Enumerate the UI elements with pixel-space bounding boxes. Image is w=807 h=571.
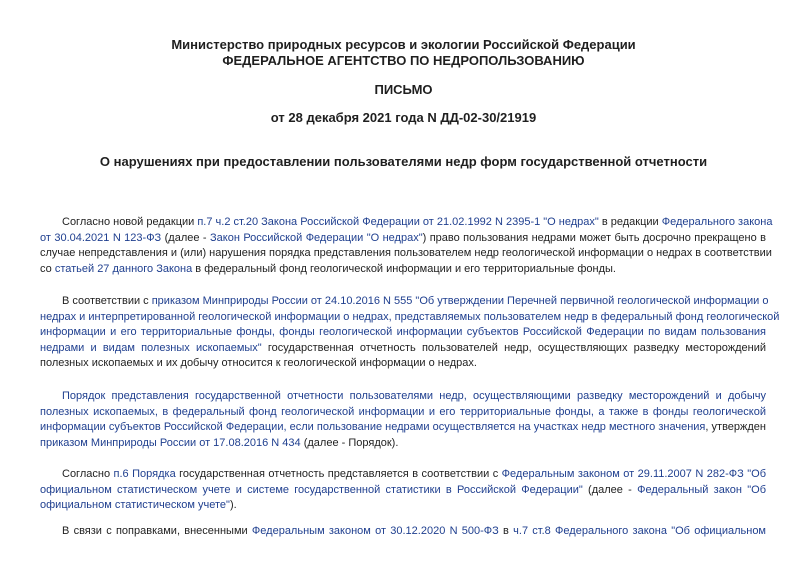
order-555-link[interactable]: приказом Минприроды России от 24.10.2016 N 555 "Об утверждении Перечней первичной геологической информации о xyxy=(151,295,769,307)
paragraph-3 xyxy=(40,389,766,451)
paragraph-line xyxy=(40,498,766,514)
text-run: ). xyxy=(229,499,237,512)
law-link-nedra-article[interactable]: п.7 ч.2 ст.20 Закона Российской Федерации от 21.02.1992 N 2395-1 "О недрах" xyxy=(197,216,599,228)
text-run: в редакции xyxy=(598,216,662,228)
paragraph-line xyxy=(40,524,766,540)
paragraph-line xyxy=(40,405,766,421)
procedure-link-cont[interactable]: полезных ископаемых, в федеральный фонд геологической информации и его территориальные фонды, а также в фонды геологической xyxy=(40,405,766,418)
text-run: В связи с поправками, внесенными xyxy=(62,525,252,537)
order-555-link-cont[interactable]: недрами и видам полезных ископаемых" xyxy=(40,341,262,354)
law-statistics-article-link[interactable]: ч.7 ст.8 Федерального закона "Об официальном xyxy=(513,525,766,537)
text-run: в федеральный фонд геологической информации и его территориальные фонды. xyxy=(192,262,616,275)
paragraph-line xyxy=(40,341,766,357)
text-run: Согласно xyxy=(62,468,114,480)
text-run: (далее - Порядок). xyxy=(300,436,399,449)
law-500-link[interactable]: Федеральным законом от 30.12.2020 N 500-ФЗ xyxy=(251,525,499,537)
paragraph-line xyxy=(40,356,766,372)
ministry-title: Министерство природных ресурсов и экологии Российской Федерации xyxy=(171,37,636,52)
text-run: в xyxy=(498,525,514,537)
paragraph-line xyxy=(40,246,772,262)
paragraph-line xyxy=(40,325,766,341)
text-run: случае непредставления и (или) нарушения порядка представления пользователем недр геологической информации о недрах в соответствии xyxy=(40,247,772,260)
document-type: ПИСЬМО xyxy=(374,82,433,97)
paragraph-line xyxy=(40,294,769,310)
order-555-link-cont[interactable]: недрах и интерпретированной геологической информации о недрах, представляемых пользователем недр в федеральный фонд геологической xyxy=(40,310,780,323)
article-27-link[interactable]: статьей 27 данного Закона xyxy=(54,262,193,275)
paragraph-2 xyxy=(40,294,780,372)
text-run: полезных ископаемых и их добычу относится к геологической информации о недрах. xyxy=(40,357,477,370)
procedure-link[interactable]: Порядок представления государственной отчетности пользователями недр, осуществляющими разведку месторождений и добычу xyxy=(62,390,766,402)
paragraph-line xyxy=(40,436,766,452)
paragraph-5 xyxy=(40,524,766,540)
paragraph-line xyxy=(40,231,766,247)
paragraph-1 xyxy=(40,215,773,277)
paragraph-line xyxy=(40,215,773,231)
paragraph-line xyxy=(40,389,766,405)
paragraph-line xyxy=(40,420,766,436)
paragraph-line xyxy=(40,310,780,326)
text-run: ) право пользования недрами может быть досрочно прекращено в xyxy=(422,231,766,244)
federal-law-link[interactable]: Федерального закона xyxy=(661,216,773,228)
text-run: (далее - xyxy=(161,231,210,244)
text-run: Согласно новой редакции xyxy=(62,216,198,228)
procedure-p6-link[interactable]: п.6 Порядка xyxy=(113,468,176,480)
paragraph-line xyxy=(40,483,766,499)
paragraph-line xyxy=(40,262,766,278)
document-date-number: от 28 декабря 2021 года N ДД-02-30/21919 xyxy=(270,110,537,125)
law-statistics-link-cont[interactable]: официальном статистическом учете" xyxy=(40,499,230,512)
procedure-link-cont[interactable]: информации субъектов Российской Федерации, если пользование недрами осуществляется на участках недр местного значения xyxy=(40,421,706,434)
paragraph-line xyxy=(40,467,766,483)
paragraph-4 xyxy=(40,467,766,514)
order-555-link-cont[interactable]: информации и его территориальные фонды, фонды геологической информации субъектов Российской Федерации по видам пользования xyxy=(40,326,766,339)
law-282-link[interactable]: Федеральным законом от 29.11.2007 N 282-ФЗ "Об xyxy=(501,468,766,480)
document-subject: О нарушениях при предоставлении пользователями недр форм государственной отчетности xyxy=(99,154,708,169)
law-nedra-link[interactable]: Закон Российской Федерации "О недрах" xyxy=(210,231,423,244)
text-run: государственная отчетность пользователей недр, осуществляющих разведку месторождений xyxy=(261,341,767,354)
order-434-link[interactable]: приказом Минприроды России от 17.08.2016 N 434 xyxy=(40,436,301,449)
federal-law-date-link[interactable]: от 30.04.2021 N 123-ФЗ xyxy=(40,231,162,244)
text-run: В соответствии с xyxy=(62,295,152,307)
agency-title: ФЕДЕРАЛЬНОЕ АГЕНТСТВО ПО НЕДРОПОЛЬЗОВАНИЮ xyxy=(222,53,585,68)
text-run: государственная отчетность представляется в соответствии с xyxy=(175,468,502,480)
text-run: со xyxy=(40,262,55,275)
text-run: (далее - xyxy=(582,483,638,496)
text-run: , утвержден xyxy=(705,421,767,434)
law-282-link-cont[interactable]: официальном статистическом учете и системе государственной статистики в Российской Федерации" xyxy=(40,483,583,496)
law-statistics-link[interactable]: Федеральный закон "Об xyxy=(637,483,766,496)
